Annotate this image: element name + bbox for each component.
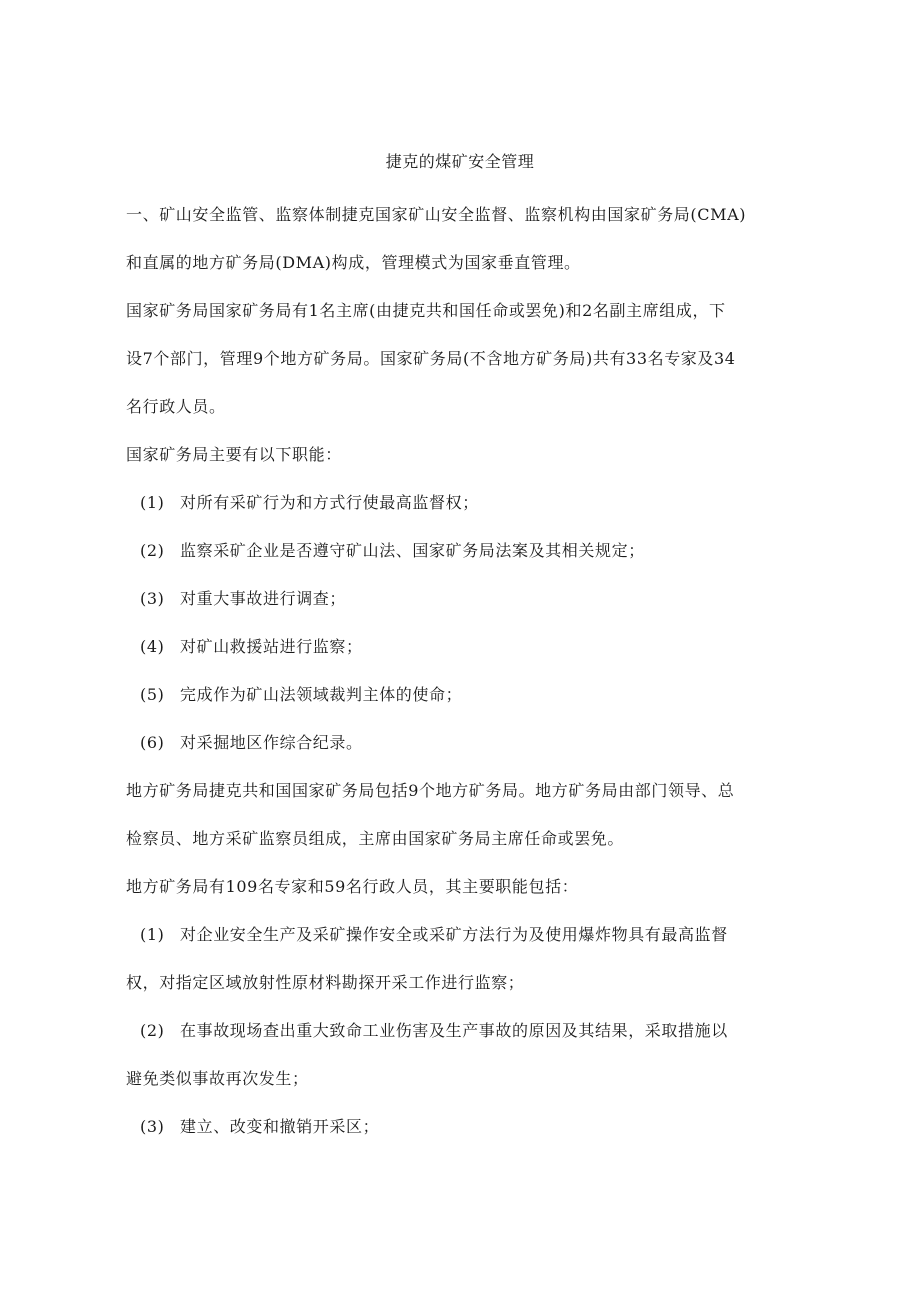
item-number: (6) xyxy=(140,733,165,752)
item-text: 建立、改变和撤销开采区； xyxy=(180,1117,380,1136)
cma-intro-line-3: 名行政人员。 xyxy=(126,397,226,416)
cma-function-item xyxy=(140,729,791,757)
dma-intro-line-1: 地方矿务局捷克共和国国家矿务局包括9个地方矿务局。地方矿务局由部门领导、总 xyxy=(126,781,735,800)
item-text: 监察采矿企业是否遵守矿山法、国家矿务局法案及其相关规定； xyxy=(180,541,645,560)
dma-functions-heading: 地方矿务局有109名专家和59名行政人员，其主要职能包括： xyxy=(126,877,579,896)
item-text: 对重大事故进行调查； xyxy=(180,589,347,608)
dma-intro-line-2: 检察员、地方采矿监察员组成，主席由国家矿务局主席任命或罢免。 xyxy=(126,829,625,848)
item-number: (4) xyxy=(140,637,165,656)
item-number: (5) xyxy=(140,685,165,704)
item-number: (1) xyxy=(140,493,165,512)
cma-function-item xyxy=(140,537,791,565)
item-text: 对所有采矿行为和方式行使最高监督权； xyxy=(180,493,479,512)
cma-function-item xyxy=(140,489,791,517)
dma-function-item xyxy=(140,921,791,949)
item-number: (3) xyxy=(140,1117,165,1136)
cma-functions-heading: 国家矿务局主要有以下职能： xyxy=(126,445,342,464)
dma-function-item-continuation: 权，对指定区域放射性原材料勘探开采工作进行监察； xyxy=(126,973,525,992)
dma-function-item xyxy=(140,1017,791,1045)
item-text: 完成作为矿山法领域裁判主体的使命； xyxy=(180,685,463,704)
cma-function-item xyxy=(140,585,791,613)
section-heading-line-1: 一、矿山安全监管、监察体制捷克国家矿山安全监督、监察机构由国家矿务局(CMA) xyxy=(126,205,747,224)
item-text: 对采掘地区作综合纪录。 xyxy=(180,733,363,752)
cma-function-item xyxy=(140,633,791,661)
item-number: (3) xyxy=(140,589,165,608)
dma-function-item-continuation: 避免类似事故再次发生； xyxy=(126,1069,309,1088)
section-heading-line-2: 和直属的地方矿务局(DMA)构成，管理模式为国家垂直管理。 xyxy=(126,253,581,272)
item-text: 在事故现场查出重大致命工业伤害及生产事故的原因及其结果，采取措施以 xyxy=(180,1021,728,1040)
cma-intro-line-1: 国家矿务局国家矿务局有1名主席(由捷克共和国任命或罢免)和2名副主席组成，下 xyxy=(126,301,726,320)
item-text: 对矿山救援站进行监察； xyxy=(180,637,363,656)
document-title: 捷克的煤矿安全管理 xyxy=(385,152,535,171)
item-number: (1) xyxy=(140,925,165,944)
cma-intro-line-2: 设7个部门，管理9个地方矿务局。国家矿务局(不含地方矿务局)共有33名专家及34 xyxy=(126,349,736,368)
item-number: (2) xyxy=(140,541,165,560)
cma-function-item xyxy=(140,681,791,709)
item-text: 对企业安全生产及采矿操作安全或采矿方法行为及使用爆炸物具有最高监督 xyxy=(180,925,728,944)
dma-function-item xyxy=(140,1113,791,1141)
item-number: (2) xyxy=(140,1021,165,1040)
